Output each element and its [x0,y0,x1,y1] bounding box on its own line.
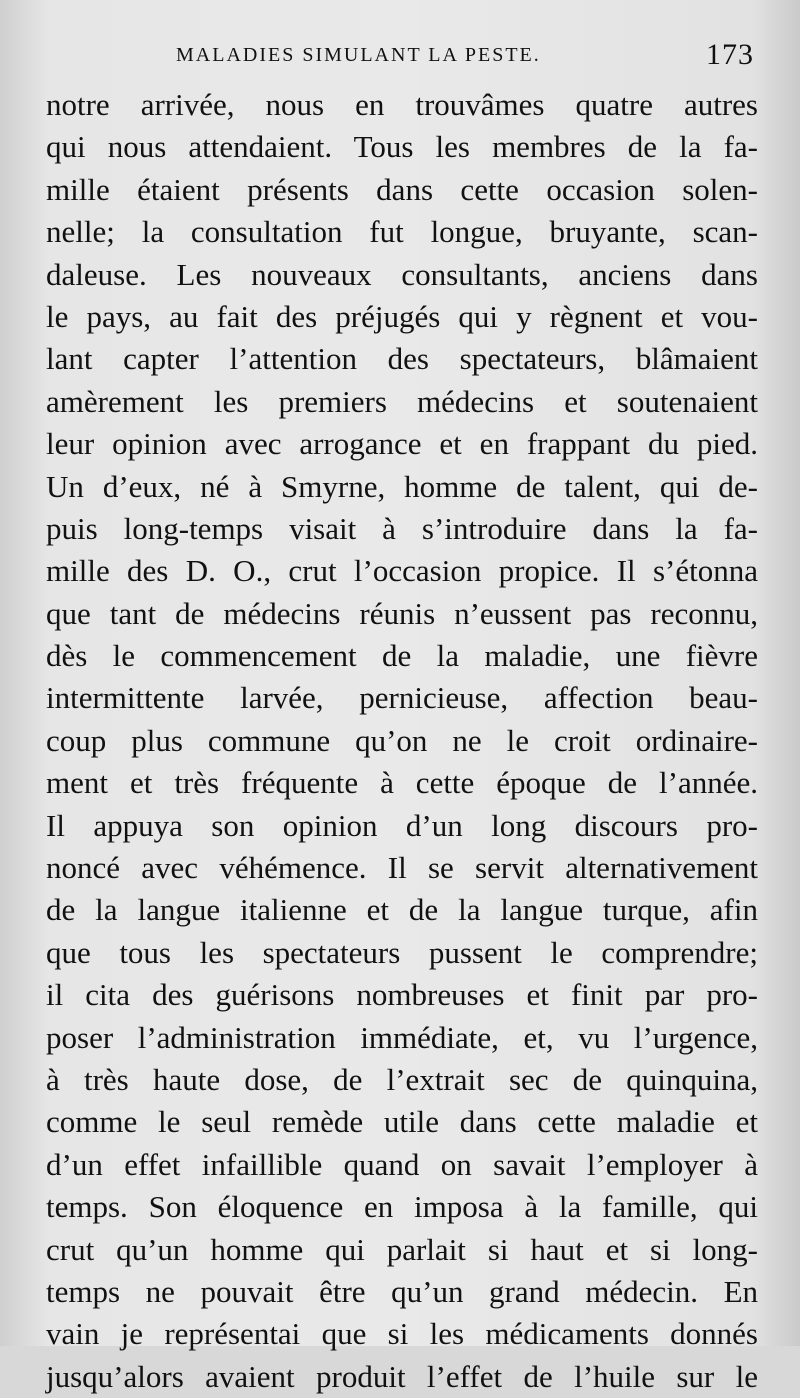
text-line: comme le seul remède utile dans cette maladie et [46,1104,758,1140]
running-title: MALADIES SIMULANT LA PESTE. [176,44,541,66]
text-line: le pays, au fait des préjugés qui y règnent et vou- [46,298,758,334]
text-line: lant capter l’attention des spectateurs, blâmaient [46,341,758,377]
text-line: d’un effet infaillible quand on savait l’employer à [46,1146,758,1182]
text-line: dès le commencement de la maladie, une fièvre [46,638,758,674]
text-line: temps ne pouvait être qu’un grand médecin. En [46,1273,758,1309]
text-line: nelle; la consultation fut longue, bruyante, scan- [46,214,758,250]
text-line: daleuse. Les nouveaux consultants, anciens dans [46,256,758,292]
text-line: notre arrivée, nous en trouvâmes quatre autres [46,87,758,122]
text-line: mille étaient présents dans cette occasion solen- [46,171,758,207]
page-header [0,38,800,76]
text-line: qui nous attendaient. Tous les membres de la fa- [46,129,758,165]
text-line: il cita des guérisons nombreuses et finit par pro- [46,977,758,1013]
text-line: à très haute dose, de l’extrait sec de quinquina, [46,1061,758,1097]
page-number: 173 [706,38,754,71]
text-line: intermittente larvée, pernicieuse, affection beau- [46,680,758,716]
body-text [46,84,758,1398]
text-line: crut qu’un homme qui parlait si haut et si long- [46,1231,758,1267]
text-line: Un d’eux, né à Smyrne, homme de talent, qui de- [46,468,758,504]
text-line: ment et très fréquente à cette époque de l’année. [46,765,758,801]
text-line: amèrement les premiers médecins et soutenaient [46,383,758,419]
text-line: Il appuya son opinion d’un long discours pro- [46,807,758,843]
text-line: de la langue italienne et de la langue turque, afin [46,892,758,928]
text-line: temps. Son éloquence en imposa à la famille, qui [46,1189,758,1225]
text-line: leur opinion avec arrogance et en frappant du pied. [46,426,758,462]
text-line: que tant de médecins réunis n’eussent pas reconnu, [46,595,758,631]
text-line: coup plus commune qu’on ne le croit ordinaire- [46,722,758,758]
text-line: que tous les spectateurs pussent le comprendre; [46,934,758,970]
text-line: poser l’administration immédiate, et, vu l’urgence, [46,1019,758,1055]
text-line: noncé avec véhémence. Il se servit alternativement [46,850,758,886]
text-line: vain je représentai que si les médicaments donnés [46,1316,758,1352]
text-line: mille des D. O., crut l’occasion propice. Il s’étonna [46,553,758,589]
text-line: jusqu’alors avaient produit l’effet de l’huile sur le [46,1358,758,1394]
text-line: puis long-temps visait à s’introduire dans la fa- [46,510,758,546]
